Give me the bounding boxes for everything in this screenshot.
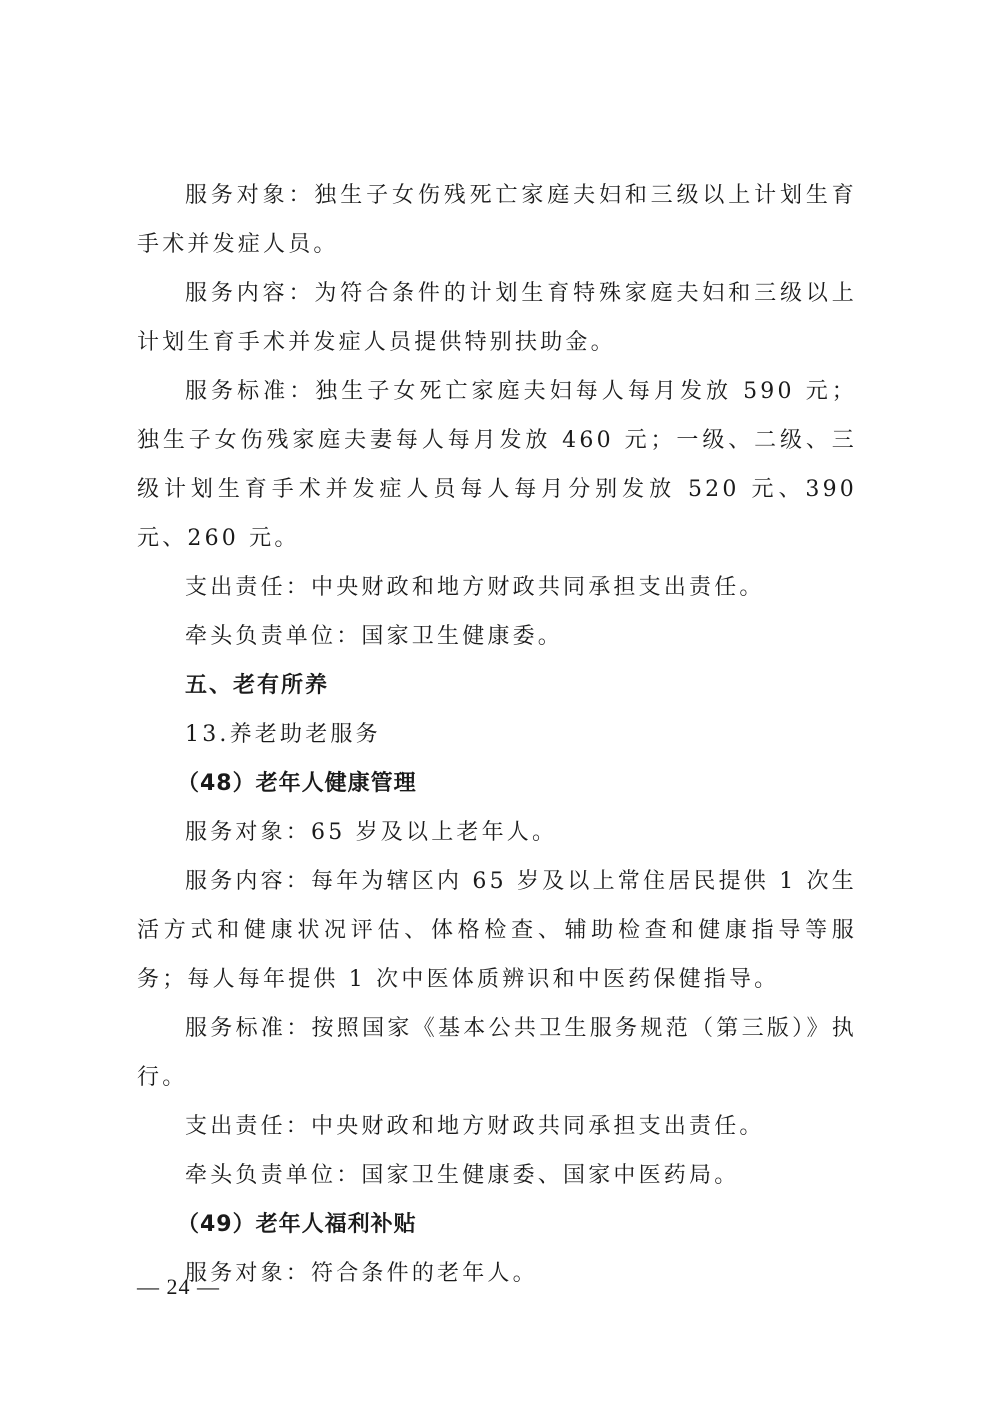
- paragraph-label: 支出责任：: [185, 575, 312, 600]
- item-49-title: （49）老年人福利补贴: [177, 1212, 417, 1237]
- paragraph-service-content: [137, 269, 857, 367]
- paragraph-expense-responsibility: [137, 563, 857, 612]
- item-48-title: （48）老年人健康管理: [177, 771, 417, 796]
- paragraph-service-standard: [137, 367, 857, 563]
- paragraph-service-target: [137, 171, 857, 269]
- paragraph-text: 国家卫生健康委。: [361, 624, 564, 649]
- paragraph-label: 牵头负责单位：: [185, 1163, 362, 1188]
- document-body: [137, 171, 857, 1298]
- paragraph-label: 服务标准：: [185, 379, 316, 404]
- item-48-service-standard: [137, 1004, 857, 1102]
- item-49-service-target: [137, 1249, 857, 1298]
- subsection-title: 13.养老助老服务: [185, 722, 381, 747]
- paragraph-text: 国家卫生健康委、国家中医药局。: [361, 1163, 740, 1188]
- page-number: — 24 —: [137, 1274, 220, 1299]
- paragraph-text: 65 岁及以上老年人。: [311, 820, 558, 845]
- paragraph-text: 中央财政和地方财政共同承担支出责任。: [311, 1114, 765, 1139]
- paragraph-text: 独生子女死亡家庭夫妇每人每月发放 590 元；独生子女伤残家庭夫妻每人每月发放 460 元；一级、二级、三级计划生育手术并发症人员每人每月分别发放 520 元、390 元、260 元。: [137, 379, 857, 551]
- paragraph-label: 牵头负责单位：: [185, 624, 362, 649]
- paragraph-lead-unit: [137, 612, 857, 661]
- paragraph-text: 为符合条件的计划生育特殊家庭夫妇和三级以上计划生育手术并发症人员提供特别扶助金。: [137, 281, 857, 355]
- paragraph-text: 独生子女伤残死亡家庭夫妇和三级以上计划生育手术并发症人员。: [137, 183, 857, 257]
- paragraph-text: 符合条件的老年人。: [311, 1261, 538, 1286]
- item-48-lead-unit: [137, 1151, 857, 1200]
- paragraph-text: 每年为辖区内 65 岁及以上常住居民提供 1 次生活方式和健康状况评估、体格检查、辅助检查和健康指导等服务；每人每年提供 1 次中医体质辨识和中医药保健指导。: [137, 869, 857, 992]
- paragraph-label: 服务内容：: [185, 281, 315, 306]
- paragraph-label: 服务对象：: [185, 820, 312, 845]
- paragraph-label: 服务标准：: [185, 1016, 312, 1041]
- paragraph-label: 支出责任：: [185, 1114, 312, 1139]
- section-heading: 五、老有所养: [185, 673, 330, 698]
- paragraph-label: 服务内容：: [185, 869, 312, 894]
- paragraph-text: 中央财政和地方财政共同承担支出责任。: [311, 575, 765, 600]
- item-48-expense-responsibility: [137, 1102, 857, 1151]
- item-48-service-target: [137, 808, 857, 857]
- paragraph-label: 服务对象：: [185, 1261, 312, 1286]
- paragraph-label: 服务对象：: [185, 183, 315, 208]
- paragraph-text: 按照国家《基本公共卫生服务规范（第三版）》执行。: [137, 1016, 857, 1090]
- item-48-service-content: [137, 857, 857, 1004]
